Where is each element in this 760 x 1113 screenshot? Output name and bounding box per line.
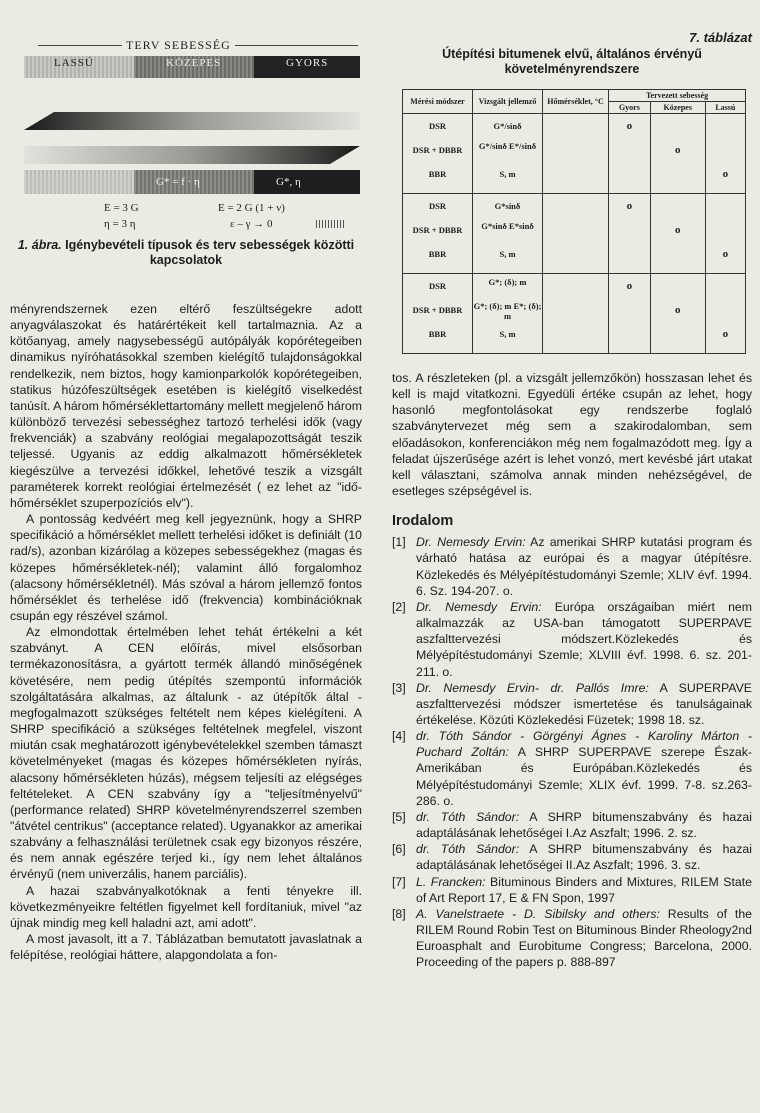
paragraph: Az elmondottak értelmében lehet tehát értékelni a két szabványt. A CEN előírás, mivel elsősorban termékazonosításra, a gyártott termék állandó minőségének követésére, nem pedig útépítés szempontú információk szolgáltatására alkalmas, az általunk - az útépítők által - megfogalmazott szükséges feltételt nem képes kielégíteni. A SHRP specifikáció a szükséges feltételnek megfelel, viszont miután csak meghatározott igénybevételekkel szemben támaszt követelményeket (magas és közepes hőmérsékleten nyírás, alacsony hőmérsékleten húzás), mégsem teljesíti az elégséges feltételeket. A CEN szabvány így a "teljesítményelvű" (performance related) SHRP követelményrendszerrel szemben "átvétel centrikus" (acceptance related). Ugyanakkor az amerikai szabvány a felhasználási területnek csak egy bizonyos részére, és nem annak egészére terjed ki., így nem lehet általános érvényű (nem univerzális, hanem parciális).: [10, 625, 362, 882]
table-cell-property: S, m: [499, 169, 516, 179]
table-cell-temperature: [543, 298, 608, 322]
reference-text: [416, 534, 752, 599]
band-formula-right: G*, η: [276, 176, 301, 188]
figure-stamp: [316, 220, 346, 228]
reference-text: [416, 841, 752, 873]
references-list: [392, 534, 752, 970]
reference-item: [392, 728, 752, 809]
right-column: [392, 30, 752, 970]
reference-text: [416, 809, 752, 841]
reference-author: dr. Tóth Sándor - Görgényi Ágnes - Karoliny Márton - Puchard Zoltán:: [416, 729, 752, 760]
table-cell-method: DSR + DBBR: [412, 225, 463, 235]
reference-item: [392, 809, 752, 841]
reference-number: [1]: [392, 535, 406, 550]
header-design-speed: Tervezett sebesség: [609, 90, 746, 102]
figure-caption: [10, 238, 362, 268]
paragraph: tos. A részleteken (pl. a vizsgált jellemzőkön) hosszasan lehet és kell is majd vitatkozni. Egyedüli értéke csupán az lehet, hogy hasonló megfontolásokat egy rendszerbe foglaló szabványtervezet még sem a szakirodalomban, sem előadásokon, konferenciákon még nem fogalmazódott meg. Így a feladat újszerűsége azért is lehet vonzó, mert kevésbé járt utakat kell választani, számolva annak minden nehézségével, de esetleges szépségével is.: [392, 371, 752, 499]
table-cell-medium: [651, 298, 705, 322]
figure-caption-text: Igénybevételi típusok és terv sebességek közötti kapcsolatok: [65, 238, 355, 267]
formula-e-2g: E = 2 G (1 + ν): [218, 202, 285, 214]
table-cell-temperature: [543, 322, 608, 346]
reference-body: Európa országaiban miért nem alkalmazzák az USA-ban támogatott SUPERPAVE aszfalttervezési módszert.Közlekedés és Mélyépítéstudományi Szemle; XLVIII évf. 1998. 6. sz. 201-211. o.: [416, 599, 753, 679]
reference-text: [416, 728, 752, 809]
table-cell-temperature: [543, 242, 608, 266]
requirement-mark: o: [722, 248, 729, 260]
table-cell-medium: [651, 322, 705, 346]
reference-number: [8]: [392, 906, 406, 921]
requirement-mark: o: [675, 144, 681, 156]
double-arrow-graphic: [24, 112, 360, 164]
paragraph: A hazai szabványalkotóknak a fenti tényekre ill. következményeikre feltétlen figyelmet kell fordítaniuk, mivel "az újnak mindig meg kell haladni azt, ami adott".: [10, 883, 362, 930]
right-body-text: [392, 370, 752, 499]
band-formula-middle: G* = f · η: [156, 176, 200, 188]
figure-1: [10, 30, 362, 230]
table-cell-slow: [706, 162, 745, 186]
table-row-group: [403, 194, 746, 274]
table-cell-fast: [609, 322, 650, 346]
table-cell-medium: [651, 194, 705, 218]
reference-author: A. Vanelstraete - D. Sibilsky and others:: [416, 906, 660, 921]
reference-body: Results of the RILEM Round Robin Test on Bituminous Binder Rheology2nd Euroasphalt and Eurobitume Congress; Barcelona, 2000. Proceeding of the papers p. 888-897: [416, 906, 752, 970]
table-number: 7. táblázat: [689, 30, 752, 45]
table-cell-property: G*sinδ E*sinδ: [481, 221, 534, 231]
table-cell-temperature: [543, 162, 608, 186]
table-cell-property: G*; (δ); m: [488, 277, 527, 287]
requirements-table: [402, 89, 746, 354]
header-temperature: Hőmérséklet, °C: [543, 90, 609, 114]
reference-item: [392, 906, 752, 971]
table-cell-fast: [609, 162, 650, 186]
reference-body: A SHRP SUPERPAVE szerepe Észak-Amerikában és Európában.Közlekedés és Mélyépítéstudományi Szemle; XLIX évf. 1999. 7-8. sz.263-286. o.: [416, 745, 753, 808]
table-title: Útépítési bitumenek elvű, általános érvényű követelményrendszere: [442, 47, 702, 76]
table-row-group: [403, 114, 746, 194]
references-heading: Irodalom: [392, 513, 454, 530]
table-cell-temperature: [543, 218, 608, 242]
table-cell-fast: [609, 114, 650, 138]
requirement-mark: o: [722, 328, 729, 340]
table-cell-temperature: [543, 274, 608, 298]
reference-body: Az amerikai SHRP kutatási program és várható hatása az európai és a magyar útépítésre. Közlekedés és Mélyépítéstudományi Szemle; XLIV évf. 1994. 6. Sz. 194-207. o.: [416, 535, 752, 598]
reference-body: Bituminous Binders and Mixtures, RILEM State of Art Report 17, E & FN Spon, 1997: [416, 874, 752, 905]
table-cell-slow: [706, 114, 745, 138]
figure-caption-number: 1. ábra.: [17, 238, 62, 252]
reference-item: [392, 874, 752, 906]
requirement-mark: o: [675, 224, 681, 236]
table-cell-method: DSR: [428, 201, 446, 211]
table-cell-slow: [706, 274, 745, 298]
requirement-mark: o: [675, 304, 681, 316]
reference-author: Dr. Nemesdy Ervin- dr. Pallós Imre:: [416, 680, 649, 695]
reference-item: [392, 841, 752, 873]
table-cell-property: G*/sinδ E*/sinδ: [478, 141, 537, 151]
formula-epsilon: ε – γ → 0: [230, 218, 273, 230]
table-cell-slow: [706, 322, 745, 346]
table-cell-medium: [651, 138, 705, 162]
table-cell-slow: [706, 194, 745, 218]
header-fast: Gyors: [609, 102, 651, 114]
reference-body: A SHRP bitumenszabvány és hazai adaptálásának lehetőségei I.Az Aszfalt; 1996. 2. sz.: [416, 809, 752, 841]
paragraph: ményrendszernek ezen eltérő feszültségekre adott anyagválaszokat és határértékeit kell tartalmaznia. Az a kötőanyag, amely nagysebességű autópályák kopórétegeiben dinamikus nyíróhatásokkal szemben kielégítő tulajdonságokkal rendelkezik, nem biztos, hogy kamionparkolók kopórétegeiben, statikus húzófeszültségek esetében is kielégítő viselkedést tanúsít. A három hőmérséklettartomány mellett megjelenő három különböző tervezési sebességhez tartozó terhelési idők (vagy frekvenciák) a szabvány reológiai megalapozottságát teszik teljessé. Ugyanis az eddig alkalmazott hőmérsékletek kiegészülve a tervezési időkkel, lehetővé teszik a vizsgált paraméterek korrekt reológiai értelmezését ( ez lehet az "idő-hőmérséklet szuperpozíciós elv").: [10, 302, 362, 510]
lower-band-left: [24, 170, 134, 194]
table-cell-temperature: [543, 138, 608, 162]
table-cell-fast: [609, 194, 650, 218]
table-cell-fast: [609, 138, 650, 162]
table-cell-medium: [651, 162, 705, 186]
reference-body: A SUPERPAVE aszfalttervezési módszer ismertetése és tanulságainak értékelése. Közúti Közlekedési Füzetek; 1998 18. sz.: [416, 680, 752, 727]
reference-number: [7]: [392, 874, 406, 889]
reference-text: [416, 906, 752, 971]
formula-e-3g: E = 3 G: [104, 202, 139, 214]
speed-label-medium: KÖZEPES: [166, 57, 222, 69]
table-cell-slow: [706, 298, 745, 322]
table-cell-slow: [706, 242, 745, 266]
left-body-text: [10, 301, 362, 963]
reference-author: dr. Tóth Sándor:: [416, 842, 520, 857]
header-method: Mérési módszer: [403, 90, 473, 114]
table-cell-fast: [609, 242, 650, 266]
requirement-mark: o: [626, 280, 633, 292]
table-cell-medium: [651, 114, 705, 138]
table-cell-property: G*; (δ); m E*; (δ); m: [473, 301, 542, 321]
reference-number: [5]: [392, 809, 406, 824]
table-cell-method: BBR: [428, 249, 447, 259]
reference-number: [2]: [392, 599, 406, 614]
reference-text: [416, 599, 752, 680]
speed-label-slow: LASSÚ: [54, 57, 94, 69]
header-medium: Közepes: [650, 102, 705, 114]
table-cell-medium: [651, 218, 705, 242]
table-body: [403, 114, 746, 354]
table-cell-medium: [651, 274, 705, 298]
reference-item: [392, 680, 752, 728]
header-property: Vizsgált jellemző: [473, 90, 543, 114]
table-cell-property: S, m: [499, 329, 516, 339]
reference-author: L. Francken:: [416, 874, 486, 889]
table-cell-fast: [609, 298, 650, 322]
reference-text: [416, 874, 752, 906]
table-cell-medium: [651, 242, 705, 266]
reference-number: [4]: [392, 729, 406, 744]
reference-author: Dr. Nemesdy Ervin:: [416, 535, 526, 550]
reference-item: [392, 534, 752, 599]
table-cell-temperature: [543, 114, 608, 138]
table-cell-fast: [609, 218, 650, 242]
lower-band-right: [254, 170, 360, 194]
table-cell-method: BBR: [428, 169, 447, 179]
table-cell-slow: [706, 218, 745, 242]
paragraph: A pontosság kedvéért meg kell jegyeznünk, hogy a SHRP specifikáció a hőmérséklet mellett terhelési időket is definiált (10 rad/s), azonban kizárólag a közepes sebességekhez (magas és közepes hőmérsékletek-nél); valamint álló forgalomhoz (alacsony hőmérsékletnél). Más szóval a három jellemző fontos hőmérséklet és terhelése idő (frekvencia) kombinációknak csupán egy részével számol.: [10, 512, 362, 623]
table-cell-method: DSR + DBBR: [412, 145, 463, 155]
reference-author: dr. Tóth Sándor:: [416, 809, 520, 824]
figure-title: TERV SEBESSÉG: [122, 38, 235, 53]
header-slow: Lassú: [705, 102, 745, 114]
formula-eta: η = 3 η: [104, 218, 136, 230]
table-cell-slow: [706, 138, 745, 162]
paragraph: A most javasolt, itt a 7. Táblázatban bemutatott javaslatnak a felépítése, reológiai háttere, alapgondolata a fon-: [10, 932, 362, 963]
table-cell-temperature: [543, 194, 608, 218]
table-cell-method: DSR: [428, 281, 446, 291]
table-cell-method: DSR: [428, 121, 446, 131]
table-cell-method: DSR + DBBR: [412, 305, 463, 315]
reference-number: [3]: [392, 680, 406, 695]
requirement-mark: o: [626, 120, 633, 132]
reference-text: [416, 680, 752, 728]
table-cell-property: G*sinδ: [494, 201, 521, 211]
left-column: [10, 30, 362, 963]
table-cell-fast: [609, 274, 650, 298]
table-row-group: [403, 274, 746, 354]
reference-number: [6]: [392, 842, 406, 857]
requirement-mark: o: [626, 200, 633, 212]
table-cell-property: S, m: [499, 249, 516, 259]
speed-label-fast: GYORS: [286, 57, 329, 69]
table-cell-method: BBR: [428, 329, 447, 339]
requirement-mark: o: [722, 168, 729, 180]
reference-author: Dr. Nemesdy Ervin:: [416, 599, 542, 614]
table-cell-property: G*/sinδ: [493, 121, 522, 131]
reference-item: [392, 599, 752, 680]
reference-body: A SHRP bitumenszabvány és hazai adaptálásának lehetőségei II.Az Aszfalt; 1996. 3. sz.: [416, 842, 752, 873]
